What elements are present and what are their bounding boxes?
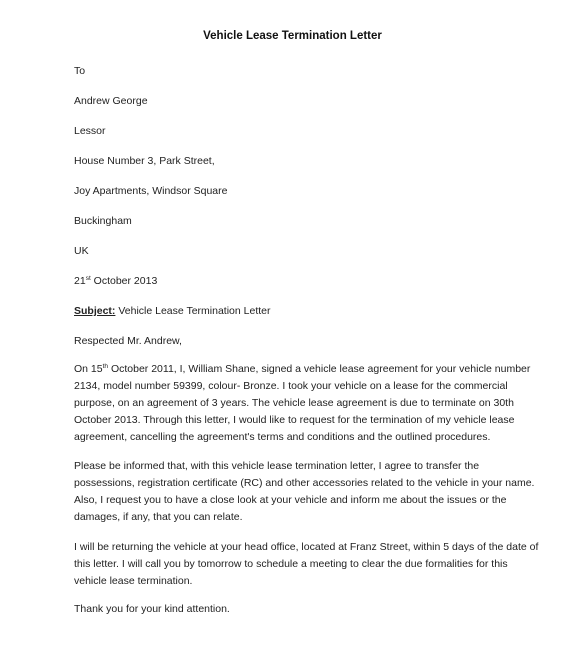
salutation: Respected Mr. Andrew, <box>74 335 182 347</box>
paragraph-line: this letter. I will call you by tomorrow to schedule a meeting to clear the due formalities for this <box>74 558 508 570</box>
paragraph-line: October 2013. Through this letter, I would like to request for the termination of my vehicle lease <box>74 414 515 426</box>
date-suffix: st <box>85 275 91 282</box>
text-run: On 15 <box>74 363 103 375</box>
date-rest: October 2013 <box>90 275 158 287</box>
paragraph-line <box>74 361 531 378</box>
address-line-1: House Number 3, Park Street, <box>74 155 215 167</box>
paragraph-line: 2134, model number 59399, colour- Bronze. I took your vehicle on a lease for the commercial <box>74 380 508 392</box>
subject-label: Subject: <box>74 305 116 317</box>
paragraph-line: damages, if any, that you can relate. <box>74 511 243 523</box>
paragraph-3 <box>74 539 539 590</box>
recipient-role: Lessor <box>74 125 106 137</box>
text-run: October 2011, I, William Shane, signed a vehicle lease agreement for your vehicle number <box>108 363 531 375</box>
paragraph-line: Also, I request you to have a close look at your vehicle and inform me about the issues or the <box>74 494 507 506</box>
paragraph-line: purpose, on an agreement of 3 years. The vehicle lease agreement is due to terminate on 30th <box>74 397 514 409</box>
address-line-4: UK <box>74 245 89 257</box>
subject-line <box>74 305 271 317</box>
paragraph-line: Please be informed that, with this vehicle lease termination letter, I agree to transfer the <box>74 460 480 472</box>
address-line-2: Joy Apartments, Windsor Square <box>74 185 228 197</box>
date-day: 21 <box>74 275 86 287</box>
paragraph-line: vehicle lease termination. <box>74 575 193 587</box>
letter-date <box>74 275 157 287</box>
subject-text: Vehicle Lease Termination Letter <box>115 305 271 317</box>
ordinal-suffix: th <box>102 363 109 370</box>
to-line: To <box>74 65 86 77</box>
address-line-3: Buckingham <box>74 215 132 227</box>
paragraph-line: possessions, registration certificate (RC) and other accessories related to the vehicle in your name. <box>74 477 535 489</box>
letter-title: Vehicle Lease Termination Letter <box>203 30 382 42</box>
closing-line: Thank you for your kind attention. <box>74 603 230 615</box>
paragraph-1 <box>74 361 531 446</box>
recipient-name: Andrew George <box>74 95 148 107</box>
paragraph-line: agreement, cancelling the agreement's terms and conditions and the outlined procedures. <box>74 431 491 443</box>
paragraph-line: I will be returning the vehicle at your head office, located at Franz Street, within 5 days of the date of <box>74 541 539 553</box>
paragraph-2 <box>74 458 535 526</box>
